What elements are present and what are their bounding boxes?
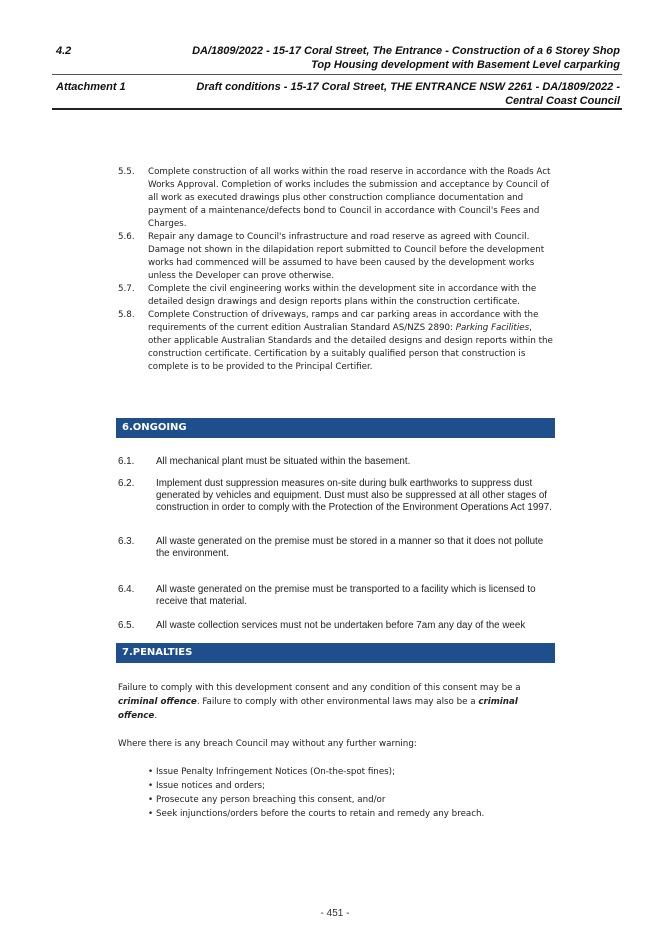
item-text: All waste generated on the premise must be stored in a manner so that it does not pollute the environment. [156, 536, 544, 559]
list-item [118, 309, 555, 374]
item-text: Complete construction of all works within the road reserve in accordance with the Roads Act Works Approval. Completion of works includes the submission and acceptance by Council of all work as executed drawings plus other construction compliance documentation and payment of a maintenance/defects bond to Council in accordance with Council's Fees and Charges. [148, 167, 551, 229]
bullet-text: Seek injunctions/orders before the courts to retain and remedy any breach. [156, 809, 485, 819]
list-item [118, 620, 555, 632]
attachment-label: Attachment 1 [56, 81, 126, 93]
list-item [118, 765, 555, 779]
bullet-icon: • [148, 767, 154, 777]
section-6-heading: 6.ONGOING [116, 418, 555, 438]
section-7-heading: 7.PENALTIES [116, 643, 555, 663]
item-num: 5.5. [118, 167, 135, 177]
item-text-part: Complete Construction of driveways, ramps and car parking areas in accordance with the requirements of the current edition Australian Standard AS/NZS 2890: [148, 310, 539, 333]
item-text-italic: Parking Facilities [455, 323, 530, 333]
bullet-text: Prosecute any person breaching this consent, and/or [156, 795, 386, 805]
list-item [118, 166, 555, 231]
bullet-icon: • [148, 809, 154, 819]
list-item [118, 793, 555, 807]
item-num: 6.4. [118, 584, 135, 595]
penalty-bullets [118, 765, 555, 821]
bullet-icon: • [148, 781, 154, 791]
attachment-title [196, 80, 620, 108]
header-row-2 [56, 80, 620, 110]
bullet-icon: • [148, 795, 154, 805]
item-num: 6.2. [118, 478, 135, 489]
header-rule [52, 74, 622, 75]
list-item [118, 584, 555, 608]
item-text: All waste generated on the premise must be transported to a facility which is licensed to receive that material. [156, 584, 536, 607]
item-num: 5.6. [118, 232, 135, 242]
item-number: 4.2 [56, 45, 72, 57]
list-item [118, 478, 555, 514]
section-5-list [118, 166, 555, 374]
item-text: All mechanical plant must be situated within the basement. [156, 456, 411, 467]
item-text: Complete the civil engineering works within the development site in accordance with the detailed design drawings and design reports plans within the construction certificate. [148, 284, 537, 307]
list-item [118, 536, 555, 560]
list-item [118, 283, 555, 309]
item-num: 5.8. [118, 310, 135, 320]
item-text: All waste collection services must not be undertaken before 7am any day of the week [156, 620, 526, 631]
header-row-1 [56, 44, 620, 74]
list-item [118, 456, 555, 468]
page-number: - 451 - [320, 908, 350, 919]
item-text: Implement dust suppression measures on-site during bulk earthworks to suppress dust generated by vehicles and equipment. Dust must also be suppressed at all other stages of construction in order to comply with the Protection of the Environment Operations Act 1997. [156, 478, 552, 513]
item-num: 6.5. [118, 620, 135, 631]
penalties-paragraph [118, 681, 555, 723]
attachment-title-line1: Draft conditions - 15-17 Coral Street, THE ENTRANCE NSW 2261 - DA/1809/2022 - [196, 81, 620, 93]
item-text-part: , other applicable Australian Standards and the detailed designs and design reports within the construction certificate. Certification by a suitably qualified person that construction is complete is to be provided to the Principal Certifier. [148, 323, 553, 372]
bullet-text: Issue notices and orders; [156, 781, 266, 791]
list-item [118, 779, 555, 793]
para-text: . Failure to comply with other environmental laws may also be a [196, 697, 479, 707]
para-text: Failure to comply with this development consent and any condition of this consent may be a [118, 683, 521, 693]
report-title-line1: DA/1809/2022 - 15-17 Coral Street, The Entrance - Construction of a 6 Storey Shop [192, 45, 620, 57]
bullet-text: Issue Penalty Infringement Notices (On-the-spot fines); [156, 767, 396, 777]
item-text: Repair any damage to Council's infrastructure and road reserve as agreed with Council. Damage not shown in the dilapidation report submitted to Council before the development works had commenced will be assumed to have been caused by the development works unless the Developer can prove otherwise. [148, 232, 545, 281]
para-emphasis: criminal offence [118, 697, 518, 721]
item-num: 6.3. [118, 536, 135, 547]
item-num: 5.7. [118, 284, 135, 294]
list-item [118, 231, 555, 283]
breach-intro: Where there is any breach Council may without any further warning: [118, 739, 417, 749]
item-num: 6.1. [118, 456, 135, 467]
report-title [192, 44, 620, 72]
para-text: . [154, 711, 158, 721]
attachment-title-line2: Central Coast Council [505, 95, 620, 107]
report-title-line2: Top Housing development with Basement Level carparking [311, 59, 620, 71]
header-rule-bottom [52, 108, 622, 110]
item-text [148, 309, 555, 374]
para-emphasis: criminal offence [118, 697, 197, 707]
list-item [118, 807, 555, 821]
